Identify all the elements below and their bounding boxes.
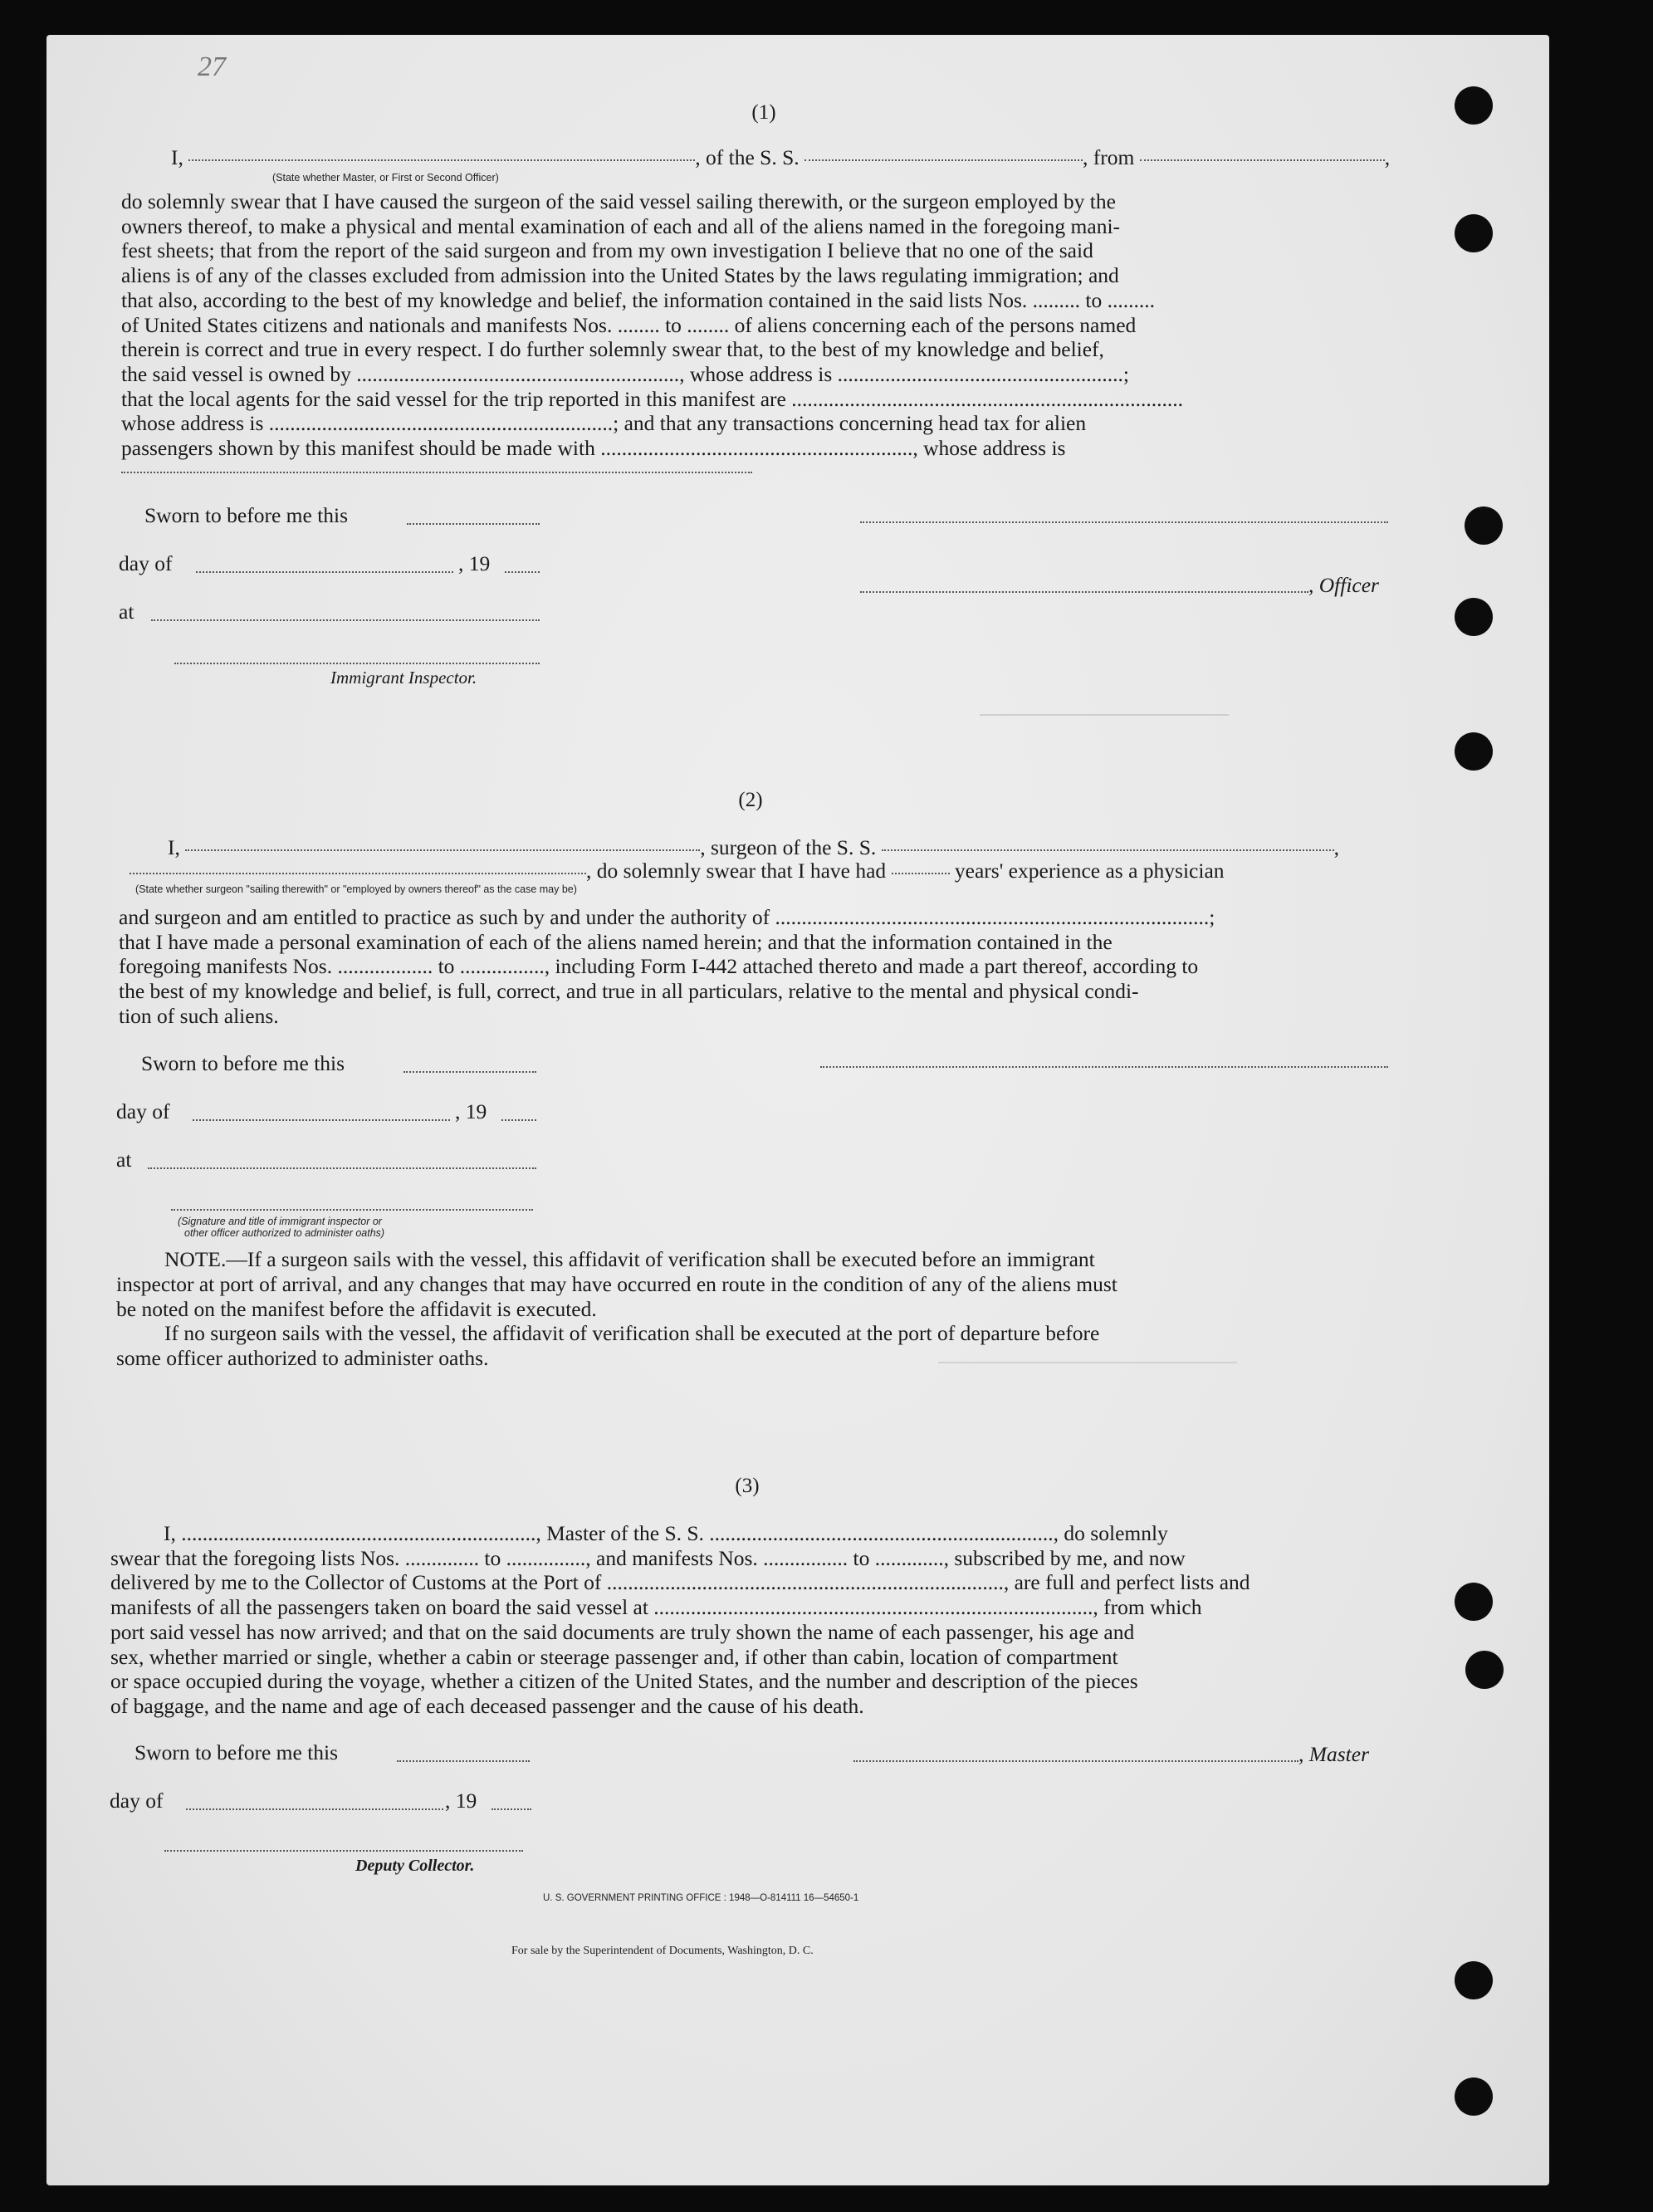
punch-hole (1465, 507, 1503, 545)
sworn-label: Sworn to before me this (141, 1051, 345, 1075)
body-line: I, ..................................................................., Master of the S. S. ................................................................., do solemnly (164, 1521, 1168, 1545)
section-1-number: (1) (751, 101, 776, 124)
body-line: foregoing manifests Nos. .................. to ................, including Form I-442 attached thereto and made a part thereof, according to (119, 954, 1199, 979)
surgeon-ship-field[interactable] (882, 849, 1334, 851)
body-line: manifests of all the passengers taken on board the said vessel at ..................................................................................., from which (110, 1595, 1202, 1620)
day-of-label: day of (119, 551, 173, 575)
year-label: , 19 (458, 551, 491, 575)
deputy-collector-label: Deputy Collector. (355, 1857, 475, 1875)
day-of-label: day of (116, 1099, 170, 1123)
sworn-date-field[interactable] (407, 523, 540, 525)
body-line: and surgeon and am entitled to practice as such by and under the authority of ..................................................................................; (119, 905, 1215, 929)
section-1-from: , from (1083, 145, 1135, 169)
signature-caption: other officer authorized to administer oaths) (184, 1227, 385, 1239)
body-line: passengers shown by this manifest should be made with ..........................................................., whose address is (121, 436, 1066, 461)
printing-office-line: U. S. GOVERNMENT PRINTING OFFICE : 1948—O-814111 16—54650-1 (543, 1893, 859, 1903)
officer-title-line[interactable] (860, 591, 1308, 593)
section-2-second-line (130, 859, 1225, 883)
year-label: , 19 (445, 1789, 477, 1813)
swear-label: , do solemnly swear that I have had (586, 859, 887, 883)
ship-name-field[interactable] (804, 159, 1083, 161)
year-field[interactable] (501, 1119, 536, 1121)
year-field[interactable] (491, 1808, 531, 1810)
section-2-body (119, 905, 1389, 1029)
officer-signature-field[interactable] (860, 521, 1388, 523)
year-label: , 19 (455, 1099, 487, 1123)
bleed-through-mark (980, 714, 1229, 716)
sworn-date-field[interactable] (397, 1760, 530, 1762)
note-line: be noted on the manifest before the affidavit is executed. (116, 1296, 597, 1321)
body-line: of United States citizens and nationals and manifests Nos. ........ to ........ of aliens concerning each of the persons named (121, 312, 1137, 337)
punch-hole (1455, 598, 1493, 636)
surgeon-of-ss-label: , surgeon of the S. S. (700, 835, 877, 859)
comma: , (1333, 835, 1340, 859)
day-of-field[interactable] (193, 1119, 450, 1121)
body-line: that I have made a personal examination of each of the aliens named herein; and that the information contained in the (119, 929, 1113, 954)
comma: , (1384, 145, 1391, 169)
year-field[interactable] (505, 571, 540, 573)
officer-title-field[interactable] (188, 159, 695, 161)
punch-hole (1455, 86, 1493, 125)
punch-hole (1455, 732, 1493, 771)
note-line: If no surgeon sails with the vessel, the affidavit of verification shall be executed at the port of departure before (164, 1321, 1100, 1346)
administering-officer-signature-field[interactable] (171, 1209, 533, 1211)
body-line: do solemnly swear that I have caused the surgeon of the said vessel sailing therewith, or the surgeon employed by the (121, 189, 1116, 213)
body-line: that also, according to the best of my knowledge and belief, the information contained in the said lists Nos. ......... to ......... (121, 287, 1155, 312)
at-label: at (116, 1148, 132, 1172)
body-line: whose address is .................................................................; and that any transactions concerning head tax for alien (121, 411, 1087, 436)
day-of-field[interactable] (196, 571, 453, 573)
inspector-label: Immigrant Inspector. (330, 668, 477, 688)
margin-mark: 27 (198, 51, 226, 82)
body-line: aliens is of any of the classes excluded from admission into the United States by the laws regulating immigration; and (121, 263, 1119, 288)
section-1-first-line (171, 145, 1390, 170)
section-2-caption: (State whether surgeon "sailing therewith" or "employed by owners thereof" as the case may be) (135, 883, 577, 895)
sworn-date-field[interactable] (403, 1071, 536, 1073)
body-line: delivered by me to the Collector of Customs at the Port of ..........................................................................., are full and perfect lists and (110, 1570, 1250, 1595)
note-block (116, 1247, 1386, 1371)
sworn-label: Sworn to before me this (134, 1740, 339, 1764)
surgeon-name-field[interactable] (130, 872, 586, 874)
surgeon-signature-field[interactable] (820, 1066, 1388, 1068)
body-line: that the local agents for the said vessel for the trip reported in this manifest are .......................................................................... (121, 386, 1183, 411)
body-line: sex, whether married or single, whether a cabin or steerage passenger and, if other than cabin, location of compartment (110, 1644, 1118, 1669)
body-line: the best of my knowledge and belief, is full, correct, and true in all particulars, relative to the mental and physical condi- (119, 979, 1139, 1004)
years-label: years' experience as a physician (954, 859, 1225, 883)
section-2-number: (2) (738, 789, 763, 811)
punch-hole (1455, 1583, 1493, 1621)
body-line: tion of such aliens. (119, 1003, 279, 1028)
inspector-signature-field[interactable] (174, 663, 540, 664)
body-line: port said vessel has now arrived; and that on the said documents are truly shown the name of each passenger, his age and (110, 1619, 1135, 1644)
punch-hole (1455, 214, 1493, 252)
section-1-i: I, (171, 145, 183, 169)
body-line: therein is correct and true in every respect. I do further solemnly swear that, to the best of my knowledge and belief, (121, 337, 1104, 362)
body-line: of baggage, and the name and age of each deceased passenger and the cause of his death. (110, 1693, 864, 1718)
note-line: NOTE.—If a surgeon sails with the vessel, this affidavit of verification shall be executed before an immigrant (164, 1247, 1095, 1271)
section-1-caption: (State whether Master, or First or Second Officer) (272, 172, 499, 184)
punch-hole (1455, 2077, 1493, 2116)
master-label: , Master (1298, 1742, 1369, 1766)
day-of-field[interactable] (186, 1808, 443, 1810)
at-label: at (119, 599, 134, 624)
whose-address-field[interactable] (121, 472, 752, 473)
section-2-i: I, (168, 835, 180, 859)
section-1-body (121, 189, 1391, 461)
section-3-number: (3) (735, 1475, 760, 1497)
day-of-label: day of (110, 1789, 164, 1813)
punch-hole (1465, 1651, 1504, 1689)
section-1-of-ss: , of the S. S. (695, 145, 800, 169)
body-line: fest sheets; that from the report of the said surgeon and from my own investigation I believe that no one of the said (121, 238, 1093, 263)
at-field[interactable] (148, 1167, 536, 1169)
section-3-body (110, 1521, 1389, 1719)
surgeon-status-field[interactable] (185, 849, 700, 851)
sworn-label: Sworn to before me this (144, 503, 349, 527)
punch-hole (1455, 1961, 1493, 1999)
body-line: swear that the foregoing lists Nos. .............. to ..............., and manifests Nos. ................ to ............., subscribed by me, and now (110, 1545, 1186, 1570)
master-signature-field[interactable] (853, 1760, 1298, 1762)
body-line: owners thereof, to make a physical and mental examination of each and all of the aliens named in the foregoing mani- (121, 213, 1121, 238)
deputy-collector-signature-field[interactable] (164, 1850, 523, 1852)
at-field[interactable] (151, 619, 540, 621)
officer-label: , Officer (1308, 573, 1379, 597)
sale-line: For sale by the Superintendent of Documents, Washington, D. C. (511, 1945, 814, 1957)
note-line: some officer authorized to administer oaths. (116, 1346, 489, 1371)
body-line: or space occupied during the voyage, whether a citizen of the United States, and the number and description of the pieces (110, 1669, 1138, 1694)
body-line: the said vessel is owned by ............................................................., whose address is ......................................................; (121, 361, 1130, 386)
origin-port-field[interactable] (1140, 159, 1385, 161)
section-2-first-line (168, 835, 1339, 860)
note-line: inspector at port of arrival, and any changes that may have occurred en route in the condition of any of the aliens must (116, 1271, 1117, 1296)
years-experience-field[interactable] (892, 872, 950, 874)
signature-caption: (Signature and title of immigrant inspector or (178, 1216, 382, 1227)
